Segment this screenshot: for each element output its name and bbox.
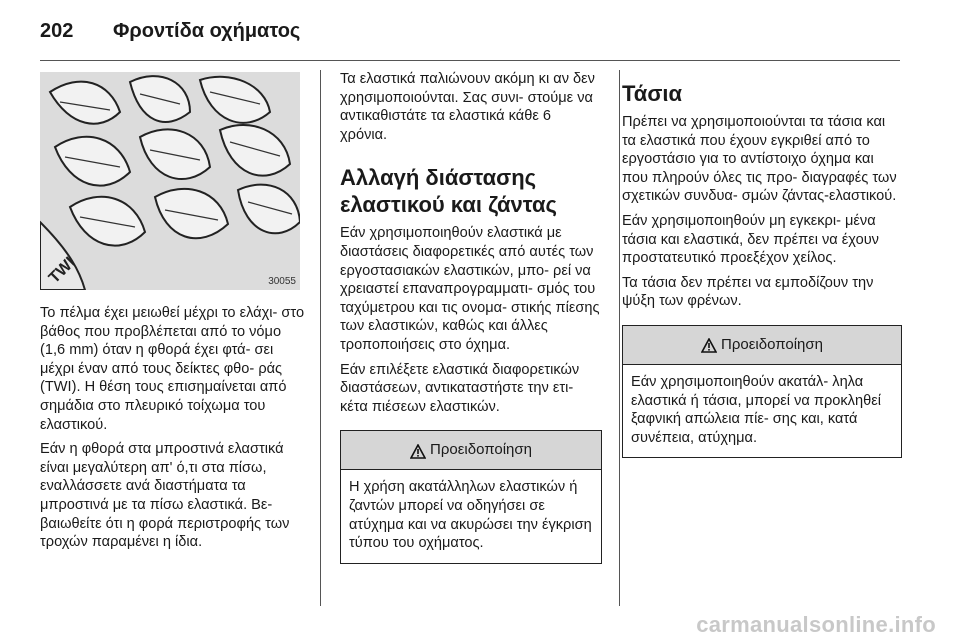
column-divider-right <box>619 70 620 606</box>
warning-header <box>341 431 601 470</box>
column-3 <box>622 70 902 458</box>
column-divider-left <box>320 70 321 606</box>
warning-title: Προειδοποίηση <box>430 441 532 459</box>
size-change-heading: Αλλαγή διάστασης ελαστικού και ζάντας <box>340 165 557 218</box>
pressure-label-paragraph: Εάν επιλέξετε ελαστικά διαφορετικών διαστάσεων, αντικαταστήστε την ετι- κέτα πιέσεων ελαστικών. <box>340 361 580 415</box>
warning-title: Προειδοποίηση <box>721 335 823 353</box>
tread-wear-paragraph: Το πέλμα έχει μειωθεί μέχρι το ελάχι- στο βάθος που προβλέπεται από το νόμο (1,6 mm) όταν η φθορά έχει φτά- σει μέχρι έναν από τους δείκτες φθο- ράς (TWI). Η θέση τους επισημαίνεται από σημάδια στο πλευρικό τοίχωμα του ελαστικού. <box>40 305 305 433</box>
warning-triangle-icon <box>701 338 717 353</box>
warning-text: Η χρήση ακατάλληλων ελαστικών ή ζαντών μπορεί να οδηγήσει σε ατύχημα και να ακυρώσει την έγκριση τύπου του οχήματος. <box>349 479 592 552</box>
page-header <box>40 14 900 54</box>
tire-aging-paragraph: Τα ελαστικά παλιώνουν ακόμη κι αν δεν χρησιμοποιούνται. Σας συνι- στούμε να αντικαθιστάτε τα ελαστικά κάθε 6 χρόνια. <box>340 71 595 143</box>
watermark: carmanualsonline.info <box>696 612 936 637</box>
wheel-covers-paragraph-1: Πρέπει να χρησιμοποιούνται τα τάσια και τα ελαστικά που έχουν εγκριθεί από το εργοστάσιο για το αντίστοιχο όχημα και που πληρούν όλες τις προ- διαγραφές των σχετικών συνδυα- σμών ζάντας-ελαστικού. <box>622 114 897 205</box>
warning-triangle-icon <box>410 444 426 459</box>
warning-box <box>622 325 902 458</box>
wheel-covers-paragraph-2: Εάν χρησιμοποιηθούν μη εγκεκρι- μένα τάσια και ελαστικά, δεν πρέπει να έχουν προστατευτικό προεξέχον χείλος. <box>622 212 879 267</box>
tire-tread-illustration <box>40 72 300 290</box>
figure-number: 30055 <box>268 276 296 287</box>
wheel-covers-paragraph-3: Τα τάσια δεν πρέπει να εμποδίζουν την ψύξη των φρένων. <box>622 274 874 310</box>
tread-drawing <box>40 72 300 290</box>
tire-rotation-paragraph: Εάν η φθορά στα μπροστινά ελαστικά είναι μεγαλύτερη απ' ό,τι στα πίσω, εναλλάσσετε ανά διαστήματα τα μπροστινά με τα πίσω ελαστικά. Βε- βαιωθείτε ότι η φορά περιστροφής των τροχών παραμένει η ίδια. <box>40 441 290 551</box>
column-1 <box>40 304 308 558</box>
warning-header <box>623 326 901 365</box>
wheel-covers-heading: Τάσια <box>622 81 683 106</box>
header-rule <box>40 60 900 61</box>
size-change-paragraph: Εάν χρησιμοποιηθούν ελαστικά με διαστάσεις διαφορετικές από αυτές των εργοστασιακών ελαστικών, μπο- ρεί να χρειαστεί επαναπρογραμματι- σμός του ταχύμετρου και τις ονομα- στικής πίεσης των ελαστικών, καθώς και άλλες τροποποιήσεις στο όχημα. <box>340 225 600 353</box>
page-number: 202 <box>40 20 74 42</box>
twi-marking: TWI <box>45 254 79 287</box>
column-2 <box>340 70 602 564</box>
warning-box <box>340 430 602 563</box>
warning-text: Εάν χρησιμοποιηθούν ακατάλ- ληλα ελαστικά ή τάσια, μπορεί να προκληθεί ξαφνική απώλεια πίε- σης και, κατά συνέπεια, ατύχημα. <box>631 373 881 446</box>
section-title: Φροντίδα οχήματος <box>113 20 301 42</box>
